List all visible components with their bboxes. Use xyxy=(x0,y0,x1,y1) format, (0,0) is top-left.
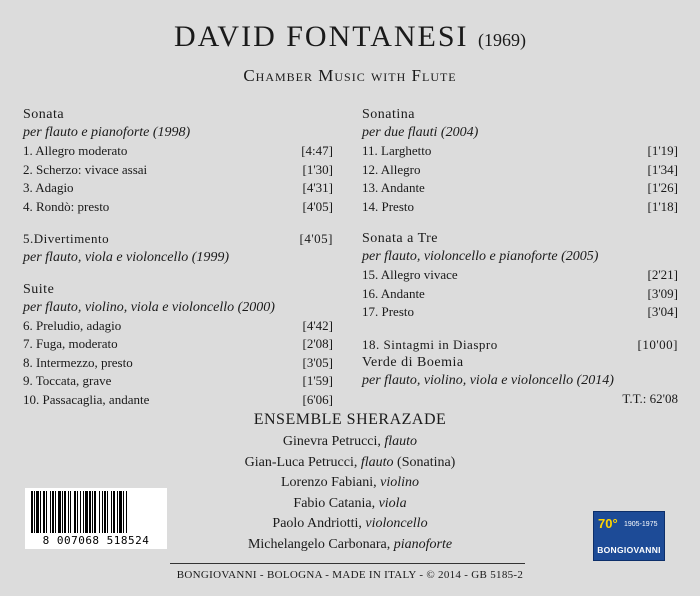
track-name: 16. Andante xyxy=(362,285,425,301)
member-role: violoncello xyxy=(365,516,428,531)
track-item xyxy=(362,266,678,285)
track-duration: [4'42] xyxy=(302,317,333,333)
logo-mark: 70° xyxy=(598,516,618,531)
ensemble-member xyxy=(0,453,700,474)
track-name: 1. Allegro moderato xyxy=(23,143,128,158)
track-duration: [2'21] xyxy=(647,267,678,282)
track-name: 10. Passacaglia, andante xyxy=(23,391,150,407)
footer-credits: BONGIOVANNI - BOLOGNA - MADE IN ITALY - © 2014 - GB 5185-2 xyxy=(176,569,524,581)
ensemble-member xyxy=(0,432,700,453)
track-item xyxy=(23,179,333,198)
track-name: 17. Presto xyxy=(362,304,414,319)
track-duration: [4'05] xyxy=(299,231,333,246)
track-name: 3. Adagio xyxy=(23,180,74,195)
track-item xyxy=(362,161,678,180)
member-role: pianoforte xyxy=(393,536,453,552)
member-note: (Sonatina) xyxy=(393,454,456,470)
logo-years: 1905-1975 xyxy=(624,521,658,528)
track-item xyxy=(362,285,678,304)
track-item xyxy=(23,161,333,180)
track-duration: [10'00] xyxy=(637,336,678,352)
work-instrumentation: per flauto, violino, viola e violoncello (2000) xyxy=(23,299,275,315)
left-tracklist xyxy=(23,106,333,409)
composer-title xyxy=(0,20,700,54)
work-instrumentation: per flauto, viola e violoncello (1999) xyxy=(23,249,230,265)
track-name: 9. Toccata, grave xyxy=(23,373,112,388)
member-name: Fabio Catania, xyxy=(293,495,379,511)
barcode xyxy=(25,488,167,549)
track-name: 18. Sintagmi in Diaspro xyxy=(362,336,498,352)
work-title: Sonata xyxy=(23,107,65,122)
member-name: Paolo Andriotti, xyxy=(272,516,366,531)
track-name: 15. Allegro vivace xyxy=(362,267,458,282)
track-list xyxy=(362,266,678,322)
work-title xyxy=(23,230,333,249)
composer-name: DAVID FONTANESI xyxy=(173,20,469,53)
track-name: 14. Presto xyxy=(362,198,414,214)
track-duration: [3'04] xyxy=(647,304,678,319)
work-title-continued: Verde di Boemia xyxy=(362,355,464,370)
track-item xyxy=(23,372,333,391)
track-name: 13. Andante xyxy=(362,180,425,195)
footer-divider xyxy=(170,563,525,564)
track-duration: [2'08] xyxy=(302,336,333,351)
track-duration: [1'30] xyxy=(302,161,333,177)
track-duration: [1'59] xyxy=(302,373,333,388)
track-name: 12. Allegro xyxy=(362,161,421,177)
work-instrumentation: per flauto, violino, viola e violoncello (2014) xyxy=(362,373,614,388)
logo-name: BONGIOVANNI xyxy=(597,545,661,555)
track-item xyxy=(362,198,678,217)
track-name: 4. Rondò: presto xyxy=(23,198,110,214)
track-name: 2. Scherzo: vivace assai xyxy=(23,161,148,177)
track-name: 11. Larghetto xyxy=(362,143,432,158)
member-name: Lorenzo Fabiani, xyxy=(280,475,381,490)
member-role: violino xyxy=(380,475,420,490)
track-duration: [1'18] xyxy=(647,198,678,214)
barcode-digits: 8 007068 518524 xyxy=(42,534,150,547)
track-duration: [1'34] xyxy=(647,161,678,177)
right-tracklist xyxy=(362,106,678,408)
member-role: viola xyxy=(378,495,407,511)
barcode-icon xyxy=(29,491,163,533)
track-item xyxy=(362,303,678,322)
track-duration: [1'26] xyxy=(647,180,678,195)
track-duration: [4'05] xyxy=(302,198,333,214)
track-duration: [3'05] xyxy=(302,354,333,370)
composer-years: (1969) xyxy=(478,30,527,50)
album-subtitle: Chamber Music with Flute xyxy=(243,66,457,85)
track-duration: [6'06] xyxy=(302,391,333,407)
member-name: Ginevra Petrucci, xyxy=(282,434,385,449)
work-title: Sonata a Tre xyxy=(362,231,438,246)
track-item xyxy=(23,317,333,336)
work-title: Sonatina xyxy=(362,107,415,122)
track-name: 6. Preludio, adagio xyxy=(23,317,122,333)
track-item xyxy=(362,179,678,198)
track-list xyxy=(23,317,333,410)
member-role: flauto xyxy=(360,454,394,470)
member-name: Michelangelo Carbonara, xyxy=(247,536,394,552)
track-item xyxy=(23,142,333,161)
track-name: 7. Fuga, moderato xyxy=(23,336,118,351)
track-list xyxy=(362,142,678,216)
track-duration: [4:47] xyxy=(301,143,333,158)
work-title: Suite xyxy=(23,281,55,297)
track-item xyxy=(23,354,333,373)
track-name: 8. Intermezzo, presto xyxy=(23,354,133,370)
work-title xyxy=(362,336,678,355)
track-duration: [4'31] xyxy=(302,180,333,195)
track-name: 5.Divertimento xyxy=(23,231,110,246)
track-item xyxy=(23,391,333,410)
track-duration: [1'19] xyxy=(647,143,678,158)
label-logo xyxy=(593,511,665,561)
member-name: Gian-Luca Petrucci, xyxy=(244,454,361,470)
work-instrumentation: per flauto, violoncello e pianoforte (2005) xyxy=(362,249,599,264)
track-duration: [3'09] xyxy=(647,285,678,301)
work-instrumentation: per due flauti (2004) xyxy=(362,125,479,140)
ensemble-title: ENSEMBLE SHERAZADE xyxy=(253,411,447,428)
track-list xyxy=(23,142,333,216)
total-time: T.T.: 62'08 xyxy=(622,391,678,406)
track-item xyxy=(23,335,333,354)
member-role: flauto xyxy=(384,434,418,449)
track-item xyxy=(362,142,678,161)
track-item xyxy=(23,198,333,217)
work-instrumentation: per flauto e pianoforte (1998) xyxy=(23,125,191,140)
